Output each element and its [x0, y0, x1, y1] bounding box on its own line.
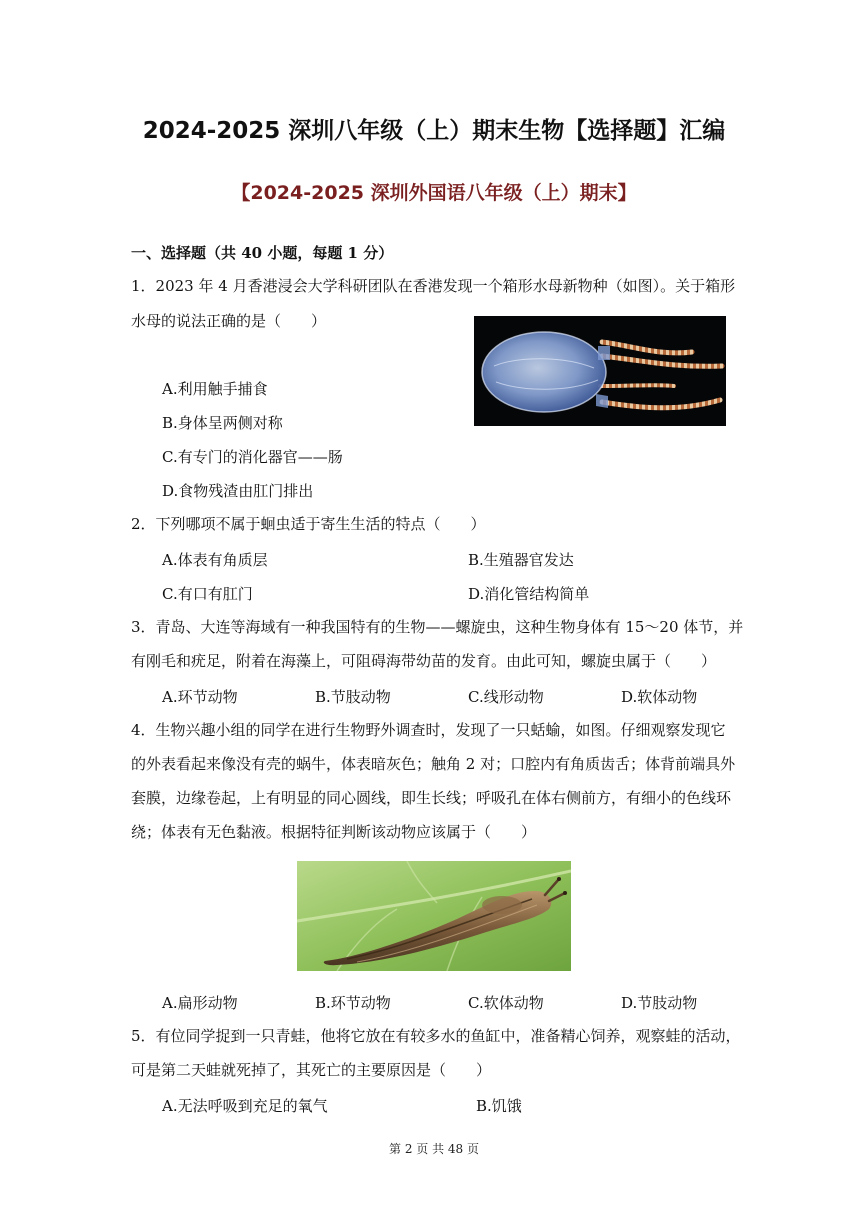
- exam-subtitle: 【2024-2025 深圳外国语八年级（上）期末】: [231, 182, 637, 204]
- question-3-option-d: D.软体动物: [621, 688, 698, 706]
- question-4-option-a: A.扁形动物: [162, 994, 238, 1012]
- question-2-option-c: C.有口有肛门: [162, 585, 253, 603]
- question-2-option-b: B.生殖器官发达: [468, 551, 574, 569]
- question-1-option-b: B.身体呈两侧对称: [162, 414, 283, 432]
- question-2-option-d: D.消化管结构简单: [468, 585, 590, 603]
- question-4-line-1: 4．生物兴趣小组的同学在进行生物野外调查时，发现了一只蛞蝓，如图。仔细观察发现它: [131, 721, 726, 739]
- question-3-option-a: A.环节动物: [162, 688, 238, 706]
- question-4-line-2: 的外表看起来像没有壳的蜗牛，体表暗灰色；触角 2 对；口腔内有角质齿舌；体背前端具外: [131, 755, 736, 773]
- page-number: 第 2 页 共 48 页: [389, 1142, 479, 1156]
- question-4-line-4: 绕；体表有无色黏液。根据特征判断该动物应该属于（ ）: [131, 823, 537, 841]
- section-heading: 一、选择题（共 40 小题，每题 1 分）: [131, 244, 394, 262]
- question-4-option-d: D.节肢动物: [621, 994, 698, 1012]
- question-4-line-3: 套膜，边缘卷起，上有明显的同心圆线，即生长线；呼吸孔在体右侧前方，有细小的色线环: [131, 789, 732, 807]
- question-3-option-b: B.节肢动物: [315, 688, 391, 706]
- question-4-option-b: B.环节动物: [315, 994, 391, 1012]
- box-jellyfish-image: [474, 316, 726, 426]
- question-1-option-d: D.食物残渣由肛门排出: [162, 482, 314, 500]
- question-1-line-1: 1．2023 年 4 月香港浸会大学科研团队在香港发现一个箱形水母新物种（如图）。关于箱形: [131, 277, 736, 295]
- question-1-option-a: A.利用触手捕食: [162, 380, 268, 398]
- slug-on-leaf-image: [297, 861, 571, 971]
- question-2-option-a: A.体表有角质层: [162, 551, 268, 569]
- question-1-option-c: C.有专门的消化器官——肠: [162, 448, 343, 466]
- question-3-line-2: 有刚毛和疣足，附着在海藻上，可阻碍海带幼苗的发育。由此可知，螺旋虫属于（ ）: [131, 652, 717, 670]
- question-1-line-2: 水母的说法正确的是（ ）: [131, 312, 327, 330]
- question-3-option-c: C.线形动物: [468, 688, 544, 706]
- question-3-line-1: 3．青岛、大连等海域有一种我国特有的生物——螺旋虫，这种生物身体有 15～20 体节，并: [131, 618, 744, 636]
- document-title: 2024-2025 深圳八年级（上）期末生物【选择题】汇编: [142, 118, 726, 144]
- question-5-option-a: A.无法呼吸到充足的氧气: [162, 1097, 328, 1115]
- question-2-line-1: 2．下列哪项不属于蛔虫适于寄生生活的特点（ ）: [131, 515, 486, 533]
- question-5-line-1: 5．有位同学捉到一只青蛙，他将它放在有较多水的鱼缸中，准备精心饲养，观察蛙的活动，: [131, 1027, 741, 1045]
- question-5-line-2: 可是第二天蛙就死掉了，其死亡的主要原因是（ ）: [131, 1061, 492, 1079]
- question-4-option-c: C.软体动物: [468, 994, 544, 1012]
- question-5-option-b: B.饥饿: [476, 1097, 522, 1115]
